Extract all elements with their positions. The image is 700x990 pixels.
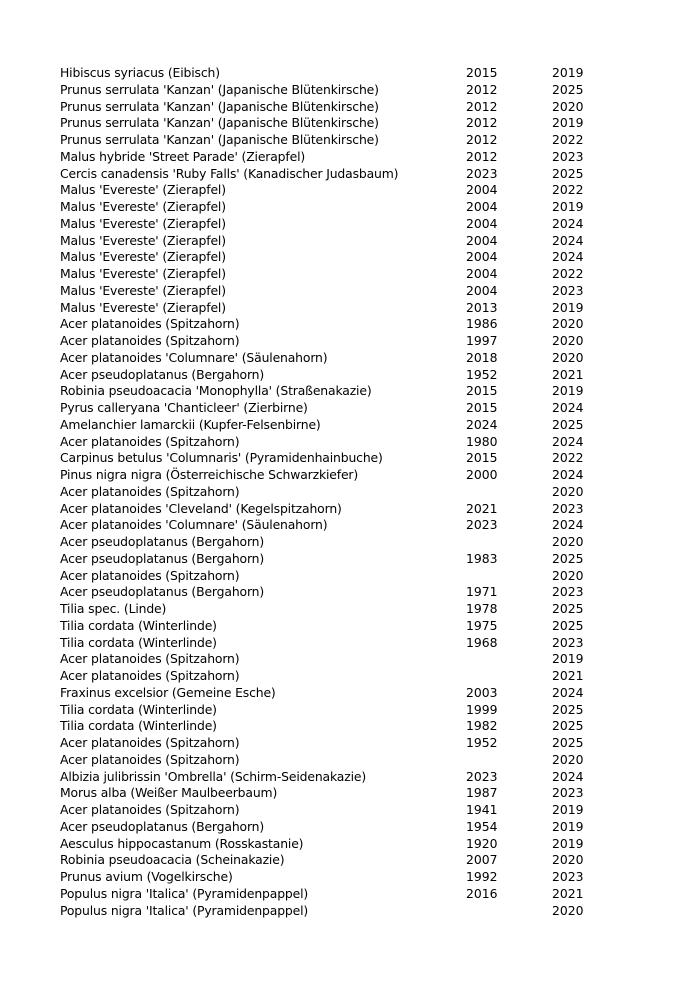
inspection-year-cell: 2021 xyxy=(552,366,584,382)
table-row xyxy=(60,718,600,735)
inspection-year-cell: 2025 xyxy=(552,550,584,566)
tree-name-cell: Tilia cordata (Winterlinde) xyxy=(60,617,217,633)
inspection-year-cell: 2024 xyxy=(552,433,584,449)
tree-name-cell: Tilia cordata (Winterlinde) xyxy=(60,634,217,650)
planting-year-cell: 2003 xyxy=(466,684,498,700)
tree-name-cell: Amelanchier lamarckii (Kupfer-Felsenbirne) xyxy=(60,416,321,432)
planting-year-cell: 2016 xyxy=(466,885,498,901)
tree-name-cell: Tilia cordata (Winterlinde) xyxy=(60,718,217,734)
table-row xyxy=(60,65,600,82)
planting-year-cell: 2012 xyxy=(466,115,498,131)
inspection-year-cell: 2024 xyxy=(552,467,584,482)
inspection-year-cell: 2020 xyxy=(552,902,584,918)
inspection-year-cell: 2019 xyxy=(552,115,584,131)
planting-year-cell: 2024 xyxy=(466,416,498,432)
tree-name-cell: Hibiscus syriacus (Eibisch) xyxy=(60,65,220,80)
inspection-year-cell: 2019 xyxy=(552,651,584,667)
planting-year-cell: 1971 xyxy=(466,584,498,600)
tree-name-cell: Tilia spec. (Linde) xyxy=(60,601,167,616)
inspection-year-cell: 2020 xyxy=(552,333,584,348)
planting-year-cell: 2018 xyxy=(466,349,498,365)
inspection-year-cell: 2023 xyxy=(552,869,584,884)
tree-name-cell: Acer pseudoplatanus (Bergahorn) xyxy=(60,534,265,549)
planting-year-cell: 2004 xyxy=(466,282,498,298)
tree-name-cell: Prunus serrulata 'Kanzan' (Japanische Blütenkirsche) xyxy=(60,115,379,131)
inspection-year-cell: 2024 xyxy=(552,684,584,700)
tree-name-cell: Malus 'Evereste' (Zierapfel) xyxy=(60,282,226,298)
inspection-year-cell: 2025 xyxy=(552,416,584,432)
tree-name-cell: Acer platanoides (Spitzahorn) xyxy=(60,802,240,817)
planting-year-cell: 2004 xyxy=(466,199,498,214)
table-row xyxy=(60,233,600,250)
table-row xyxy=(60,869,600,886)
tree-name-cell: Malus 'Evereste' (Zierapfel) xyxy=(60,199,226,214)
table-row xyxy=(60,99,600,116)
table-row xyxy=(60,484,600,501)
tree-name-cell: Acer platanoides 'Columnare' (Säulenahorn) xyxy=(60,349,328,365)
inspection-year-cell: 2025 xyxy=(552,701,584,717)
planting-year-cell: 2015 xyxy=(466,65,498,80)
tree-name-cell: Cercis canadensis 'Ruby Falls' (Kanadischer Judasbaum) xyxy=(60,165,399,181)
planting-year-cell: 2004 xyxy=(466,249,498,265)
planting-year-cell: 2023 xyxy=(466,517,498,533)
table-row xyxy=(60,735,600,752)
inspection-year-cell: 2025 xyxy=(552,718,584,734)
table-row xyxy=(60,283,600,300)
table-row xyxy=(60,584,600,601)
planting-year-cell: 1954 xyxy=(466,818,498,834)
inspection-year-cell: 2019 xyxy=(552,383,584,399)
inspection-year-cell: 2020 xyxy=(552,852,584,868)
tree-name-cell: Acer platanoides (Spitzahorn) xyxy=(60,333,240,348)
inspection-year-cell: 2020 xyxy=(552,349,584,365)
table-row xyxy=(60,785,600,802)
table-row xyxy=(60,132,600,149)
table-row xyxy=(60,568,600,585)
planting-year-cell: 2012 xyxy=(466,81,498,97)
inspection-year-cell: 2022 xyxy=(552,266,584,281)
tree-name-cell: Acer pseudoplatanus (Bergahorn) xyxy=(60,550,265,566)
table-row xyxy=(60,501,600,518)
planting-year-cell: 1952 xyxy=(466,366,498,382)
table-row xyxy=(60,852,600,869)
table-row xyxy=(60,467,600,484)
tree-name-cell: Morus alba (Weißer Maulbeerbaum) xyxy=(60,785,278,801)
table-row xyxy=(60,685,600,702)
planting-year-cell: 2021 xyxy=(466,500,498,516)
table-row xyxy=(60,601,600,618)
tree-name-cell: Acer platanoides (Spitzahorn) xyxy=(60,567,240,583)
planting-year-cell: 2013 xyxy=(466,299,498,315)
inspection-year-cell: 2024 xyxy=(552,400,584,415)
inspection-year-cell: 2025 xyxy=(552,81,584,97)
planting-year-cell: 1941 xyxy=(466,802,498,817)
table-row xyxy=(60,300,600,317)
inspection-year-cell: 2019 xyxy=(552,65,584,80)
inspection-year-cell: 2023 xyxy=(552,785,584,801)
inspection-year-cell: 2024 xyxy=(552,215,584,231)
planting-year-cell: 2015 xyxy=(466,450,498,466)
planting-year-cell: 2012 xyxy=(466,98,498,114)
inspection-year-cell: 2022 xyxy=(552,132,584,147)
table-row xyxy=(60,769,600,786)
planting-year-cell: 1999 xyxy=(466,701,498,717)
inspection-year-cell: 2020 xyxy=(552,751,584,767)
tree-name-cell: Populus nigra 'Italica' (Pyramidenpappel) xyxy=(60,902,309,918)
table-row xyxy=(60,216,600,233)
tree-name-cell: Aesculus hippocastanum (Rosskastanie) xyxy=(60,835,304,851)
planting-year-cell: 2012 xyxy=(466,132,498,147)
table-row xyxy=(60,82,600,99)
table-row xyxy=(60,367,600,384)
planting-year-cell: 2023 xyxy=(466,165,498,181)
table-row xyxy=(60,383,600,400)
planting-year-cell: 1920 xyxy=(466,835,498,851)
tree-name-cell: Acer pseudoplatanus (Bergahorn) xyxy=(60,366,265,382)
inspection-year-cell: 2025 xyxy=(552,617,584,633)
table-row xyxy=(60,836,600,853)
table-row xyxy=(60,635,600,652)
planting-year-cell: 2000 xyxy=(466,467,498,482)
planting-year-cell: 1978 xyxy=(466,601,498,616)
tree-name-cell: Prunus serrulata 'Kanzan' (Japanische Blütenkirsche) xyxy=(60,98,379,114)
inspection-year-cell: 2025 xyxy=(552,601,584,616)
table-row xyxy=(60,333,600,350)
planting-year-cell: 2015 xyxy=(466,383,498,399)
planting-year-cell: 2004 xyxy=(466,215,498,231)
inspection-year-cell: 2021 xyxy=(552,668,584,683)
inspection-year-cell: 2022 xyxy=(552,182,584,198)
tree-name-cell: Acer platanoides (Spitzahorn) xyxy=(60,483,240,499)
inspection-year-cell: 2019 xyxy=(552,818,584,834)
inspection-year-cell: 2019 xyxy=(552,199,584,214)
planting-year-cell: 1982 xyxy=(466,718,498,734)
inspection-year-cell: 2023 xyxy=(552,282,584,298)
planting-year-cell: 1986 xyxy=(466,316,498,332)
tree-name-cell: Robinia pseudoacacia 'Monophylla' (Straßenakazie) xyxy=(60,383,372,399)
inspection-year-cell: 2022 xyxy=(552,450,584,466)
tree-name-cell: Acer platanoides 'Cleveland' (Kegelspitzahorn) xyxy=(60,500,342,516)
table-row xyxy=(60,618,600,635)
tree-name-cell: Prunus avium (Vogelkirsche) xyxy=(60,869,233,884)
planting-year-cell: 1997 xyxy=(466,333,498,348)
tree-name-cell: Acer platanoides (Spitzahorn) xyxy=(60,735,240,750)
table-row xyxy=(60,417,600,434)
inspection-year-cell: 2025 xyxy=(552,165,584,181)
table-row xyxy=(60,702,600,719)
table-row xyxy=(60,166,600,183)
table-row xyxy=(60,752,600,769)
tree-name-cell: Robinia pseudoacacia (Scheinakazie) xyxy=(60,852,285,868)
tree-name-cell: Acer platanoides 'Columnare' (Säulenahorn) xyxy=(60,517,328,533)
tree-name-cell: Populus nigra 'Italica' (Pyramidenpappel) xyxy=(60,885,309,901)
tree-list-table xyxy=(60,65,600,919)
tree-name-cell: Acer platanoides (Spitzahorn) xyxy=(60,668,240,683)
planting-year-cell: 1980 xyxy=(466,433,498,449)
planting-year-cell: 1975 xyxy=(466,617,498,633)
table-row xyxy=(60,534,600,551)
planting-year-cell: 2007 xyxy=(466,852,498,868)
inspection-year-cell: 2020 xyxy=(552,98,584,114)
planting-year-cell: 1987 xyxy=(466,785,498,801)
table-row xyxy=(60,149,600,166)
planting-year-cell: 2012 xyxy=(466,148,498,164)
table-row xyxy=(60,400,600,417)
table-row xyxy=(60,819,600,836)
inspection-year-cell: 2025 xyxy=(552,735,584,750)
inspection-year-cell: 2024 xyxy=(552,768,584,784)
tree-name-cell: Acer platanoides (Spitzahorn) xyxy=(60,316,240,332)
tree-name-cell: Fraxinus excelsior (Gemeine Esche) xyxy=(60,684,276,700)
inspection-year-cell: 2021 xyxy=(552,885,584,901)
planting-year-cell: 2004 xyxy=(466,266,498,281)
tree-name-cell: Malus 'Evereste' (Zierapfel) xyxy=(60,215,226,231)
tree-name-cell: Acer pseudoplatanus (Bergahorn) xyxy=(60,818,265,834)
inspection-year-cell: 2024 xyxy=(552,232,584,248)
inspection-year-cell: 2020 xyxy=(552,567,584,583)
tree-name-cell: Malus 'Evereste' (Zierapfel) xyxy=(60,182,226,198)
table-row xyxy=(60,886,600,903)
planting-year-cell: 1992 xyxy=(466,869,498,884)
tree-name-cell: Pinus nigra nigra (Österreichische Schwarzkiefer) xyxy=(60,467,359,482)
tree-name-cell: Acer platanoides (Spitzahorn) xyxy=(60,433,240,449)
inspection-year-cell: 2023 xyxy=(552,584,584,600)
inspection-year-cell: 2023 xyxy=(552,148,584,164)
inspection-year-cell: 2019 xyxy=(552,299,584,315)
tree-name-cell: Malus 'Evereste' (Zierapfel) xyxy=(60,266,226,281)
table-row xyxy=(60,551,600,568)
table-row xyxy=(60,350,600,367)
table-row xyxy=(60,249,600,266)
tree-name-cell: Acer pseudoplatanus (Bergahorn) xyxy=(60,584,265,600)
table-row xyxy=(60,668,600,685)
inspection-year-cell: 2020 xyxy=(552,316,584,332)
inspection-year-cell: 2024 xyxy=(552,249,584,265)
tree-name-cell: Acer platanoides (Spitzahorn) xyxy=(60,751,240,767)
table-row xyxy=(60,434,600,451)
table-row xyxy=(60,182,600,199)
inspection-year-cell: 2024 xyxy=(552,517,584,533)
table-row xyxy=(60,903,600,920)
tree-name-cell: Carpinus betulus 'Columnaris' (Pyramidenhainbuche) xyxy=(60,450,383,466)
inspection-year-cell: 2019 xyxy=(552,835,584,851)
planting-year-cell: 2004 xyxy=(466,232,498,248)
planting-year-cell: 1983 xyxy=(466,550,498,566)
planting-year-cell: 1952 xyxy=(466,735,498,750)
planting-year-cell: 2015 xyxy=(466,400,498,415)
inspection-year-cell: 2019 xyxy=(552,802,584,817)
planting-year-cell: 2004 xyxy=(466,182,498,198)
tree-name-cell: Malus 'Evereste' (Zierapfel) xyxy=(60,299,226,315)
planting-year-cell: 1968 xyxy=(466,634,498,650)
inspection-year-cell: 2020 xyxy=(552,483,584,499)
table-row xyxy=(60,802,600,819)
inspection-year-cell: 2020 xyxy=(552,534,584,549)
table-row xyxy=(60,517,600,534)
tree-name-cell: Prunus serrulata 'Kanzan' (Japanische Blütenkirsche) xyxy=(60,81,379,97)
tree-name-cell: Malus 'Evereste' (Zierapfel) xyxy=(60,232,226,248)
table-row xyxy=(60,450,600,467)
tree-name-cell: Acer platanoides (Spitzahorn) xyxy=(60,651,240,667)
tree-name-cell: Pyrus calleryana 'Chanticleer' (Zierbirne) xyxy=(60,400,308,415)
planting-year-cell: 2023 xyxy=(466,768,498,784)
tree-name-cell: Malus 'Evereste' (Zierapfel) xyxy=(60,249,226,265)
tree-name-cell: Malus hybride 'Street Parade' (Zierapfel) xyxy=(60,148,306,164)
table-row xyxy=(60,266,600,283)
table-row xyxy=(60,316,600,333)
table-row xyxy=(60,199,600,216)
table-row xyxy=(60,115,600,132)
tree-name-cell: Tilia cordata (Winterlinde) xyxy=(60,701,217,717)
inspection-year-cell: 2023 xyxy=(552,634,584,650)
tree-name-cell: Prunus serrulata 'Kanzan' (Japanische Blütenkirsche) xyxy=(60,132,379,147)
table-row xyxy=(60,651,600,668)
inspection-year-cell: 2023 xyxy=(552,500,584,516)
tree-name-cell: Albizia julibrissin 'Ombrella' (Schirm-Seidenakazie) xyxy=(60,768,367,784)
